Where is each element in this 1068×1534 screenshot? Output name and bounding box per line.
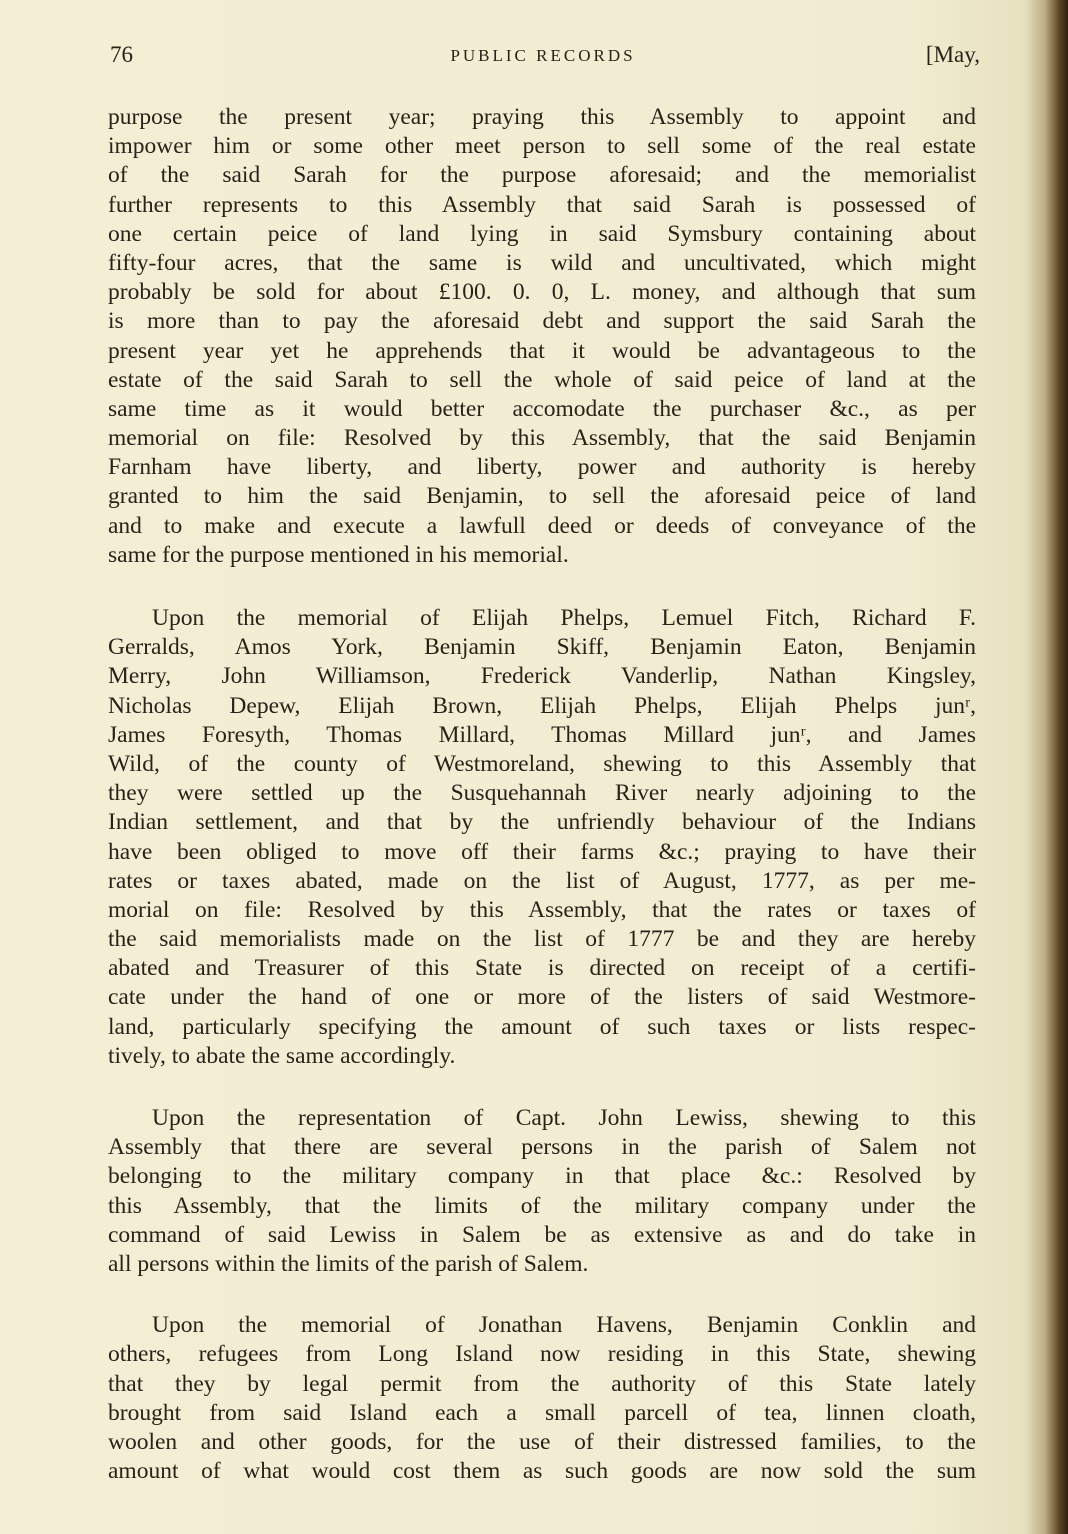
text-line: land, particularly specifying the amount of such taxes or lists respec- bbox=[108, 1013, 976, 1040]
text-line: impower him or some other meet person to sell some of the real estate bbox=[108, 133, 976, 160]
text-line: one certain peice of land lying in said Symsbury containing about bbox=[108, 220, 976, 247]
page-number: 76 bbox=[110, 42, 133, 67]
text-line: same time as it would better accomodate the purchaser &c., as per bbox=[108, 395, 976, 422]
text-line: Upon the memorial of Elijah Phelps, Lemuel Fitch, Richard F. bbox=[152, 605, 976, 631]
paragraph-3 bbox=[108, 1104, 976, 1279]
text-line: belonging to the military company in that place &c.: Resolved by bbox=[108, 1163, 976, 1190]
text-line: that they by legal permit from the authority of this State lately bbox=[108, 1370, 976, 1397]
text-line: fifty-four acres, that the same is wild and uncultivated, which might bbox=[108, 249, 976, 276]
text-line: Assembly that there are several persons in the parish of Salem not bbox=[108, 1134, 976, 1161]
text-line: and to make and execute a lawfull deed or deeds of conveyance of the bbox=[108, 512, 976, 539]
text-line: Indian settlement, and that by the unfriendly behaviour of the Indians bbox=[108, 809, 976, 836]
text-line: others, refugees from Long Island now residing in this State, shewing bbox=[108, 1341, 976, 1368]
text-line: Gerralds, Amos York, Benjamin Skiff, Benjamin Eaton, Benjamin bbox=[108, 634, 976, 661]
text-line: is more than to pay the aforesaid debt and support the said Sarah the bbox=[108, 308, 976, 335]
text-line: purpose the present year; praying this Assembly to appoint and bbox=[108, 104, 976, 130]
text-line: Merry, John Williamson, Frederick Vanderlip, Nathan Kingsley, bbox=[108, 663, 976, 690]
text-line: Upon the representation of Capt. John Lewiss, shewing to this bbox=[152, 1105, 976, 1131]
text-line: memorial on file: Resolved by this Assembly, that the said Benjamin bbox=[108, 425, 976, 452]
paragraph-2 bbox=[108, 604, 976, 1071]
text-line: James Foresyth, Thomas Millard, Thomas Millard junʳ, and James bbox=[108, 721, 976, 748]
text-line: same for the purpose mentioned in his memorial. bbox=[108, 541, 569, 568]
text-line: estate of the said Sarah to sell the whole of said peice of land at the bbox=[108, 366, 976, 393]
text-line: command of said Lewiss in Salem be as extensive as and do take in bbox=[108, 1221, 976, 1248]
text-line: have been obliged to move off their farms &c.; praying to have their bbox=[108, 838, 976, 865]
text-line: this Assembly, that the limits of the military company under the bbox=[108, 1192, 976, 1219]
running-header bbox=[110, 42, 980, 76]
text-line: brought from said Island each a small parcell of tea, linnen cloath, bbox=[108, 1399, 976, 1426]
text-line: cate under the hand of one or more of the listers of said Westmore- bbox=[108, 984, 976, 1011]
text-line: further represents to this Assembly that said Sarah is possessed of bbox=[108, 191, 976, 218]
page-binding-edge bbox=[1026, 0, 1068, 1534]
text-line: abated and Treasurer of this State is directed on receipt of a certifi- bbox=[108, 955, 976, 982]
body-text bbox=[108, 103, 976, 1486]
text-line: amount of what would cost them as such goods are now sold the sum bbox=[108, 1458, 976, 1485]
text-line: Upon the memorial of Jonathan Havens, Benjamin Conklin and bbox=[152, 1312, 976, 1339]
text-line: present year yet he apprehends that it would be advantageous to the bbox=[108, 337, 976, 364]
text-line: morial on file: Resolved by this Assembly, that the rates or taxes of bbox=[108, 896, 976, 923]
running-title: PUBLIC RECORDS bbox=[450, 46, 636, 65]
text-line: Nicholas Depew, Elijah Brown, Elijah Phelps, Elijah Phelps junʳ, bbox=[108, 692, 976, 719]
text-line: woolen and other goods, for the use of their distressed families, to the bbox=[108, 1428, 976, 1455]
paragraph-4 bbox=[108, 1311, 976, 1486]
text-line: rates or taxes abated, made on the list of August, 1777, as per me- bbox=[108, 867, 976, 894]
running-date: [May, bbox=[925, 42, 980, 67]
text-line: of the said Sarah for the purpose aforesaid; and the memorialist bbox=[108, 162, 976, 189]
text-line: Farnham have liberty, and liberty, power and authority is hereby bbox=[108, 454, 976, 481]
text-line: all persons within the limits of the parish of Salem. bbox=[108, 1250, 589, 1277]
text-line: probably be sold for about £100. 0. 0, L. money, and although that sum bbox=[108, 279, 976, 306]
text-line: the said memorialists made on the list of 1777 be and they are hereby bbox=[108, 926, 976, 953]
text-line: tively, to abate the same accordingly. bbox=[108, 1042, 456, 1069]
text-line: granted to him the said Benjamin, to sell the aforesaid peice of land bbox=[108, 483, 976, 510]
paragraph-1 bbox=[108, 103, 976, 570]
text-line: Wild, of the county of Westmoreland, shewing to this Assembly that bbox=[108, 750, 976, 777]
text-line: they were settled up the Susquehannah River nearly adjoining to the bbox=[108, 780, 976, 807]
